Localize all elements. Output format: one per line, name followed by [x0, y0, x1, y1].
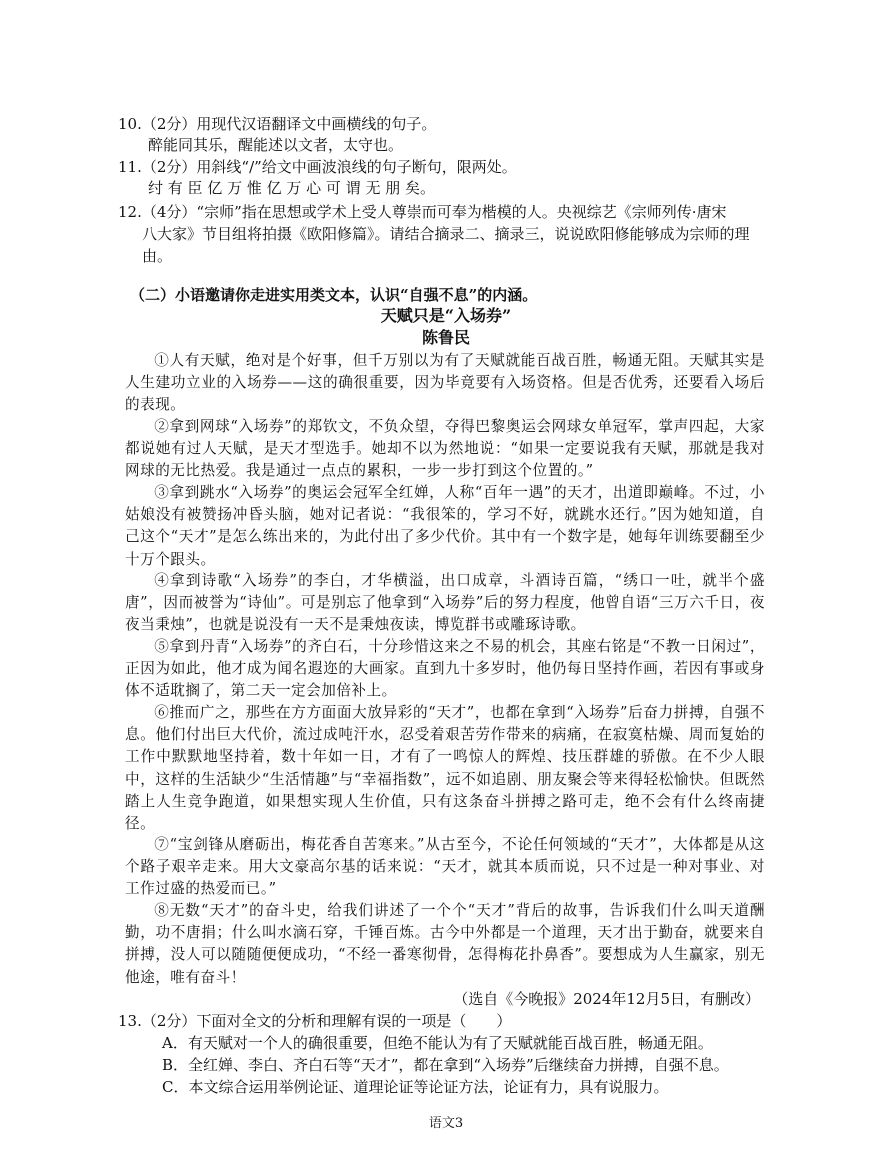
section-heading: （二）小语邀请你走进实用类文本，认识“自强不息”的内涵。	[130, 286, 538, 304]
question-11-sentence: 纣 有 臣 亿 万 惟 亿 万 心 可 谓 无 朋 矣。	[148, 179, 435, 197]
question-10-stem: 10.（2分）用现代汉语翻译文中画横线的句子。	[118, 115, 437, 133]
question-13-option-c: C．本文综合运用举例论证、道理论证等论证方法，论证有力，具有说服力。	[162, 1078, 669, 1096]
page-footer: 语文3	[428, 1116, 464, 1131]
article-title: 天赋只是“入场券”	[380, 306, 512, 325]
article-source: （选自《今晚报》2024年12月5日，有删改）	[453, 990, 760, 1008]
question-13-option-a: A．有天赋对一个人的确很重要，但绝不能认为有了天赋就能百战百胜，畅通无阻。	[162, 1034, 713, 1052]
paragraph-5: ⑤拿到丹青“入场券”的齐白石，十分珍惜这来之不易的机会，其座右铭是“不教一日闲过”，正因为如此，他才成为闻名遐迩的大画家。直到九十多岁时，他仍每日坚持作画，若因有事或身体不适耽搁了，第二天一定会加倍补上。	[125, 638, 765, 700]
question-12-stem-line3: 由。	[142, 247, 173, 265]
paragraph-2: ②拿到网球“入场券”的郑钦文，不负众望，夺得巴黎奥运会网球女单冠军，掌声四起，大家都说她有过人天赋，是天才型选手。她却不以为然地说：“如果一定要说我有天赋，那就是我对网球的无比热爱。我是通过一点点的累积，一步一步打到这个位置的。”	[125, 418, 765, 480]
paragraph-1: ①人有天赋，绝对是个好事，但千万别以为有了天赋就能百战百胜，畅通无阻。天赋其实是人生建功立业的入场券——这的确很重要，因为毕竟要有入场资格。但是否优秀，还要看入场后的表现。	[125, 352, 765, 414]
paragraph-7: ⑦“宝剑锋从磨砺出，梅花香自苦寒来。”从古至今，不论任何领域的“天才”，大体都是从这个路子艰辛走来。用大文豪高尔基的话来说：“天才，就其本质而说，只不过是一种对事业、对工作过盛的热爱而已。”	[125, 836, 765, 898]
question-12-stem-line1: 12.（4分）“宗师”指在思想或学术上受人尊崇而可奉为楷模的人。央视综艺《宗师列传·唐宋	[118, 203, 727, 221]
question-12-stem-line2: 八大家》节目组将拍摄《欧阳修篇》。请结合摘录二、摘录三，说说欧阳修能够成为宗师的理	[142, 225, 750, 243]
paragraph-8: ⑧无数“天才”的奋斗史，给我们讲述了一个个“天才”背后的故事，告诉我们什么叫天道酬勤，功不唐捐；什么叫水滴石穿，千锤百炼。古今中外都是一个道理，天才出于勤奋，就要来自拼搏，没人可以随随便便成功，“不经一番寒彻骨，怎得梅花扑鼻香”。要想成为人生赢家，别无他途，唯有奋斗！	[125, 902, 765, 986]
question-11-stem: 11.（2分）用斜线“/”给文中画波浪线的句子断句，限两处。	[118, 158, 517, 176]
paragraph-4: ④拿到诗歌“入场券”的李白，才华横溢，出口成章，斗酒诗百篇，“绣口一吐，就半个盛唐”，因而被誉为“诗仙”。可是别忘了他拿到“入场券”后的努力程度，他曾自语“三万六千日，夜夜当秉烛”，也就是说没有一天不是秉烛夜读，博览群书或雕琢诗歌。	[125, 572, 765, 634]
article-author: 陈鲁民	[421, 328, 470, 347]
question-13-stem: 13.（2分）下面对全文的分析和理解有误的一项是（ ）	[118, 1012, 512, 1030]
question-13-option-b: B．全红婵、李白、齐白石等“天才”，都在拿到“入场券”后继续奋力拼搏，自强不息。	[162, 1056, 729, 1074]
question-10-sentence: 醉能同其乐，醒能述以文者，太守也。	[148, 136, 404, 154]
paragraph-3: ③拿到跳水“入场券”的奥运会冠军全红婵，人称“百年一遇”的天才，出道即巅峰。不过，小姑娘没有被赞扬冲昏头脑，她对记者说：“我很笨的，学习不好，就跳水还行。”因为她知道，自己这个“天才”是怎么练出来的，为此付出了多少代价。其中有一个数字是，她每年训练要翻至少十万个跟头。	[125, 484, 765, 568]
paragraph-6: ⑥推而广之，那些在方方面面大放异彩的“天才”，也都在拿到“入场券”后奋力拼搏，自强不息。他们付出巨大代价，流过成吨汗水，忍受着艰苦劳作带来的病痛，在寂寞枯燥、周而复始的工作中默默地坚持着，数十年如一日，才有了一鸣惊人的辉煌、技压群雄的骄傲。在不少人眼中，这样的生活缺少“生活情趣”与“幸福指数”，远不如追剧、朋友聚会等来得轻松愉快。但既然踏上人生竞争跑道，如果想实现人生价值，只有这条奋斗拼搏之路可走，绝不会有什么终南捷径。	[125, 704, 765, 833]
